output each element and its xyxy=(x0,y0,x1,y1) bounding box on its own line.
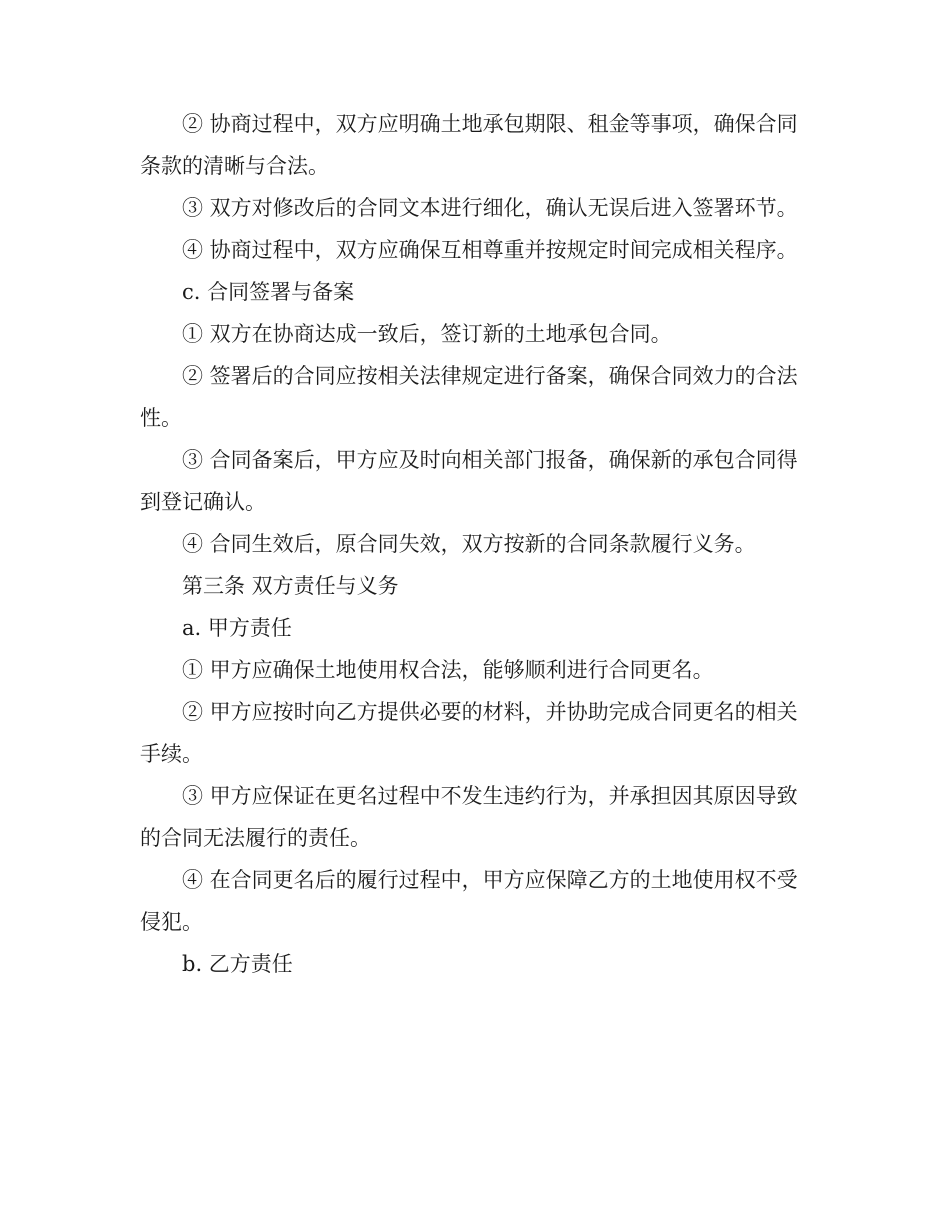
document-body xyxy=(140,103,810,985)
paragraph-negotiation-terms: ② 协商过程中，双方应明确土地承包期限、租金等事项，确保合同条款的清晰与合法。 xyxy=(140,112,798,178)
paragraph-filing: ② 签署后的合同应按相关法律规定进行备案，确保合同效力的合法性。 xyxy=(140,364,798,430)
paragraph-party-a-land-rights: ① 甲方应确保土地使用权合法，能够顺利进行合同更名。 xyxy=(182,658,714,682)
paragraph-sign-new-contract: ① 双方在协商达成一致后，签订新的土地承包合同。 xyxy=(182,322,672,346)
section-heading-signing-filing: c. 合同签署与备案 xyxy=(182,280,355,304)
section-heading-party-b: b. 乙方责任 xyxy=(182,952,293,976)
paragraph-contract-effective: ④ 合同生效后，原合同失效，双方按新的合同条款履行义务。 xyxy=(182,532,756,556)
paragraph-party-a-no-breach: ③ 甲方应保证在更名过程中不发生违约行为，并承担因其原因导致的合同无法履行的责任。 xyxy=(140,784,798,850)
paragraph-mutual-respect: ④ 协商过程中，双方应确保互相尊重并按规定时间完成相关程序。 xyxy=(182,238,798,262)
paragraph-refine-text: ③ 双方对修改后的合同文本进行细化，确认无误后进入签署环节。 xyxy=(182,196,798,220)
article-heading-responsibilities: 第三条 双方责任与义务 xyxy=(182,574,399,598)
paragraph-party-a-protect-rights: ④ 在合同更名后的履行过程中，甲方应保障乙方的土地使用权不受侵犯。 xyxy=(140,868,798,934)
section-heading-party-a: a. 甲方责任 xyxy=(182,616,292,640)
paragraph-report-registration: ③ 合同备案后，甲方应及时向相关部门报备，确保新的承包合同得到登记确认。 xyxy=(140,448,798,514)
paragraph-party-a-materials: ② 甲方应按时向乙方提供必要的材料，并协助完成合同更名的相关手续。 xyxy=(140,700,798,766)
